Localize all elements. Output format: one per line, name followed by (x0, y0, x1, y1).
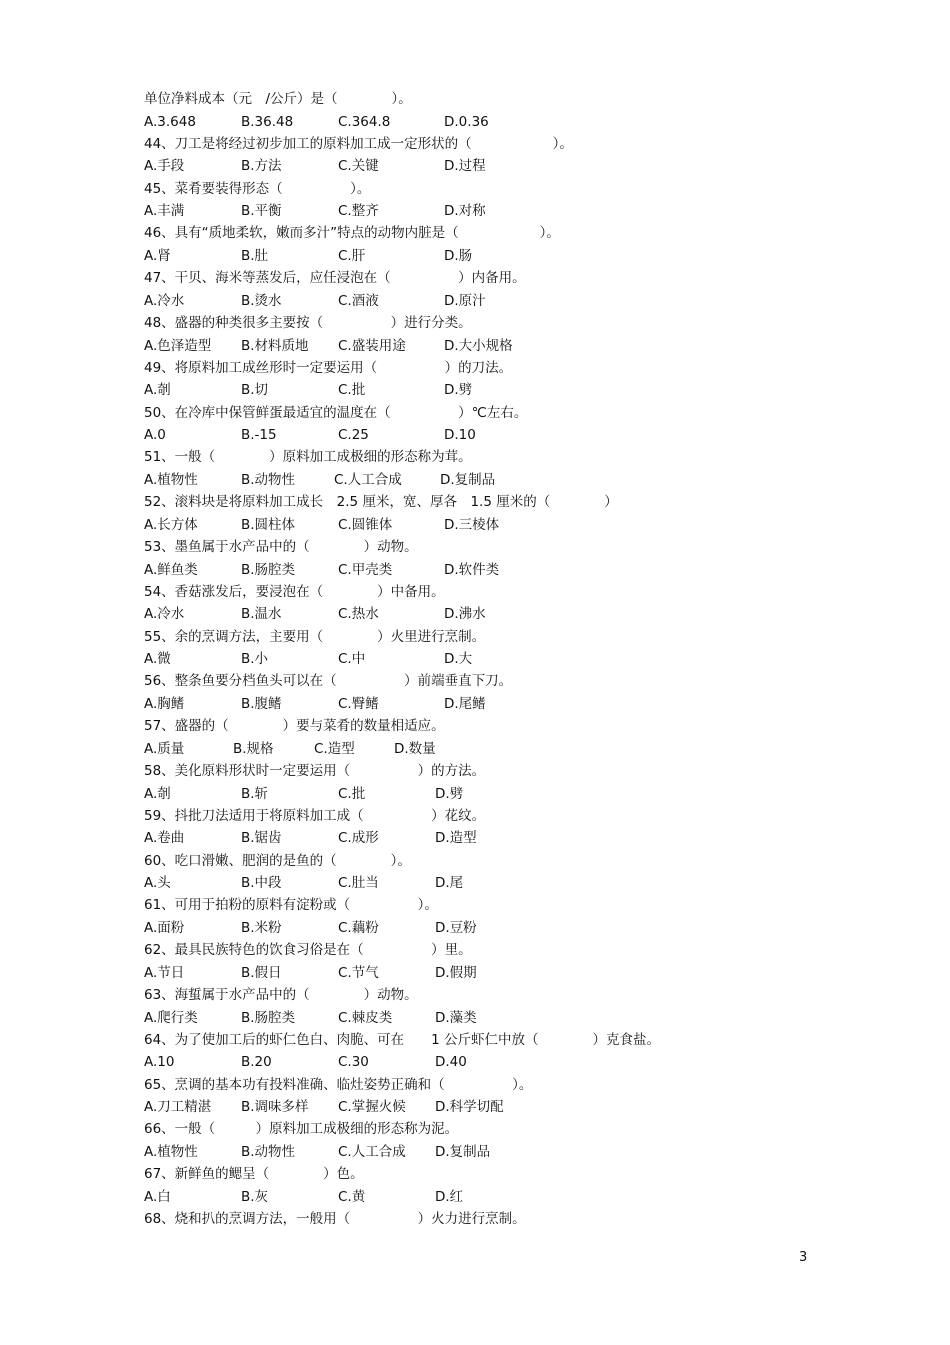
answer-option: D.大 (444, 651, 473, 668)
answer-option: C.酒液 (338, 292, 379, 309)
answer-option: A.微 (144, 651, 171, 668)
question-text: 62、最具民族特色的饮食习俗是在（ ）里。 (144, 942, 472, 959)
answer-option: B.切 (241, 382, 269, 399)
answer-option: D.科学切配 (435, 1099, 504, 1116)
answer-option: A.面粉 (144, 919, 185, 936)
answer-option: B.斩 (241, 785, 269, 802)
answer-option: A.3.648 (144, 113, 196, 130)
answer-option: C.中 (338, 651, 366, 668)
answer-option: B.36.48 (241, 113, 294, 130)
answer-option: A.长方体 (144, 516, 198, 533)
answer-option: A.头 (144, 875, 171, 892)
answer-option: A.冷水 (144, 292, 185, 309)
answer-option: B.-15 (241, 427, 277, 444)
answer-option: A.卷曲 (144, 830, 185, 847)
answer-option: B.圆柱体 (241, 516, 296, 533)
question-text: 65、烹调的基本功有投料准确、临灶姿势正确和（ ）。 (144, 1076, 533, 1093)
question-text: 51、一般（ ）原料加工成极细的形态称为茸。 (144, 449, 472, 466)
answer-option: C.成形 (338, 830, 379, 847)
answer-option: B.中段 (241, 875, 282, 892)
question-text: 49、将原料加工成丝形时一定要运用（ ）的刀法。 (144, 359, 513, 376)
answer-option: A.爬行类 (144, 1009, 198, 1026)
question-text: 55、余的烹调方法，主要用（ ）火里进行烹制。 (144, 628, 486, 645)
answer-option: A.10 (144, 1054, 175, 1071)
answer-option: B.米粉 (241, 919, 282, 936)
answer-option: C.肝 (338, 247, 366, 264)
answer-option: A.节日 (144, 964, 185, 981)
answer-option: C.节气 (338, 964, 379, 981)
answer-option: B.20 (241, 1054, 272, 1071)
answer-option: C.关键 (338, 158, 379, 175)
answer-option: B.烫水 (241, 292, 282, 309)
answer-option: C.盛装用途 (338, 337, 406, 354)
question-text: 66、一般（ ）原料加工成极细的形态称为泥。 (144, 1121, 459, 1138)
answer-option: B.动物性 (241, 1143, 296, 1160)
answer-option: D.大小规格 (444, 337, 513, 354)
answer-option: D.软件类 (444, 561, 500, 578)
question-text: 58、美化原料形状时一定要运用（ ）的方法。 (144, 763, 486, 779)
answer-option: B.肠腔类 (241, 1009, 296, 1026)
answer-option: B.肚 (241, 247, 269, 264)
answer-option: D.尾 (435, 875, 464, 892)
question-text: 54、香菇涨发后，要浸泡在（ ）中备用。 (144, 583, 445, 600)
answer-option: A.0 (144, 427, 166, 444)
answer-option: A.丰满 (144, 203, 185, 220)
question-text: 50、在冷库中保管鲜蛋最适宜的温度在（ ）℃左右。 (144, 404, 528, 421)
answer-option: D.数量 (394, 740, 436, 757)
answer-option: A.植物性 (144, 1143, 198, 1160)
answer-option: D.劈 (435, 785, 464, 802)
answer-option: A.色泽造型 (144, 337, 212, 354)
answer-option: A.胸鳍 (144, 695, 185, 712)
question-text: 46、具有“质地柔软，嫩而多汁”特点的动物内脏是（ ）。 (144, 225, 560, 242)
answer-option: A.冷水 (144, 606, 185, 623)
answer-option: D.假期 (435, 964, 477, 981)
question-text: 47、干贝、海米等蒸发后，应任浸泡在（ ）内备用。 (144, 270, 526, 287)
answer-option: C.掌握火候 (338, 1099, 406, 1116)
answer-option: C.批 (338, 382, 366, 399)
answer-option: C.藕粉 (338, 919, 379, 936)
answer-option: A.植物性 (144, 471, 198, 488)
answer-option: D.原汁 (444, 292, 486, 309)
question-text: 64、为了使加工后的虾仁色白、肉脆、可在 1 公斤虾仁中放（ ）克食盐。 (144, 1031, 661, 1048)
answer-option: C.整齐 (338, 203, 379, 220)
answer-option: B.锯齿 (241, 830, 282, 847)
answer-option: B.腹鳍 (241, 695, 282, 712)
answer-option: A.手段 (144, 158, 185, 175)
answer-option: D.尾鳍 (444, 695, 486, 712)
answer-option: B.肠腔类 (241, 561, 296, 578)
answer-option: D.对称 (444, 203, 486, 220)
answer-option: C.臀鳍 (338, 695, 379, 712)
answer-option: C.甲壳类 (338, 561, 393, 578)
question-text: 59、抖批刀法适用于将原料加工成（ ）花纹。 (144, 807, 486, 824)
question-text: 68、烧和扒的烹调方法，一般用（ ）火力进行烹制。 (144, 1211, 526, 1227)
answer-option: D.40 (435, 1054, 467, 1071)
answer-option: C.30 (338, 1054, 369, 1071)
answer-option: C.人工合成 (334, 471, 402, 488)
answer-option: D.10 (444, 427, 476, 444)
answer-option: D.藻类 (435, 1009, 477, 1026)
question-text: 67、新鲜鱼的鳃呈（ ）色。 (144, 1166, 364, 1183)
answer-option: C.棘皮类 (338, 1009, 393, 1026)
answer-option: D.造型 (435, 830, 477, 847)
answer-option: D.豆粉 (435, 919, 477, 936)
question-text: 61、可用于拍粉的原料有淀粉或（ ）。 (144, 897, 438, 914)
question-text: 44、刀工是将经过初步加工的原料加工成一定形状的（ ）。 (144, 135, 573, 152)
answer-option: C.黄 (338, 1188, 366, 1205)
answer-option: B.材料质地 (241, 337, 309, 354)
answer-option: A.白 (144, 1188, 171, 1205)
answer-option: D.劈 (444, 382, 473, 399)
answer-option: C.人工合成 (338, 1143, 406, 1160)
answer-option: D.红 (435, 1188, 464, 1205)
answer-option: C.造型 (314, 740, 355, 757)
answer-option: C.25 (338, 427, 369, 444)
answer-option: D.0.36 (444, 113, 489, 130)
answer-option: D.复制品 (435, 1143, 491, 1160)
question-text: 45、菜肴要装得形态（ ）。 (144, 180, 371, 197)
answer-option: C.肚当 (338, 875, 379, 892)
answer-option: C.热水 (338, 606, 379, 623)
answer-option: D.沸水 (444, 606, 486, 623)
answer-option: A.剞 (144, 382, 171, 399)
answer-option: D.肠 (444, 247, 473, 264)
answer-option: A.刀工精湛 (144, 1099, 212, 1116)
page-number: 3 (799, 1250, 808, 1265)
question-text: 48、盛器的种类很多主要按（ ）进行分类。 (144, 315, 472, 331)
answer-option: A.鲜鱼类 (144, 561, 198, 578)
question-text: 56、整条鱼要分档鱼头可以在（ ）前端垂直下刀。 (144, 673, 513, 690)
question-text: 60、吃口滑嫩、肥润的是鱼的（ ）。 (144, 852, 411, 869)
answer-option: B.小 (241, 651, 269, 668)
answer-option: A.剞 (144, 785, 171, 802)
question-text: 52、滚料块是将原料加工成长 2.5 厘米，宽、厚各 1.5 厘米的（ ） (144, 494, 618, 511)
answer-option: D.过程 (444, 158, 486, 175)
answer-option: A.肾 (144, 247, 171, 264)
answer-option: C.364.8 (338, 113, 391, 130)
answer-option: B.平衡 (241, 203, 282, 220)
answer-option: D.复制品 (440, 471, 496, 488)
question-text: 单位净料成本（元 /公斤）是（ ）。 (144, 91, 412, 107)
answer-option: C.批 (338, 785, 366, 802)
answer-option: B.规格 (233, 740, 274, 757)
answer-option: B.方法 (241, 158, 282, 175)
answer-option: A.质量 (144, 740, 185, 757)
answer-option: D.三棱体 (444, 516, 500, 533)
answer-option: B.温水 (241, 606, 282, 623)
answer-option: B.调味多样 (241, 1099, 309, 1116)
question-text: 63、海蜇属于水产品中的（ ）动物。 (144, 987, 418, 1003)
answer-option: C.圆锥体 (338, 516, 393, 533)
answer-option: B.假日 (241, 964, 282, 981)
question-text: 57、盛器的（ ）要与菜肴的数量相适应。 (144, 718, 445, 735)
question-text: 53、墨鱼属于水产品中的（ ）动物。 (144, 539, 418, 555)
answer-option: B.灰 (241, 1188, 269, 1205)
answer-option: B.动物性 (241, 471, 296, 488)
